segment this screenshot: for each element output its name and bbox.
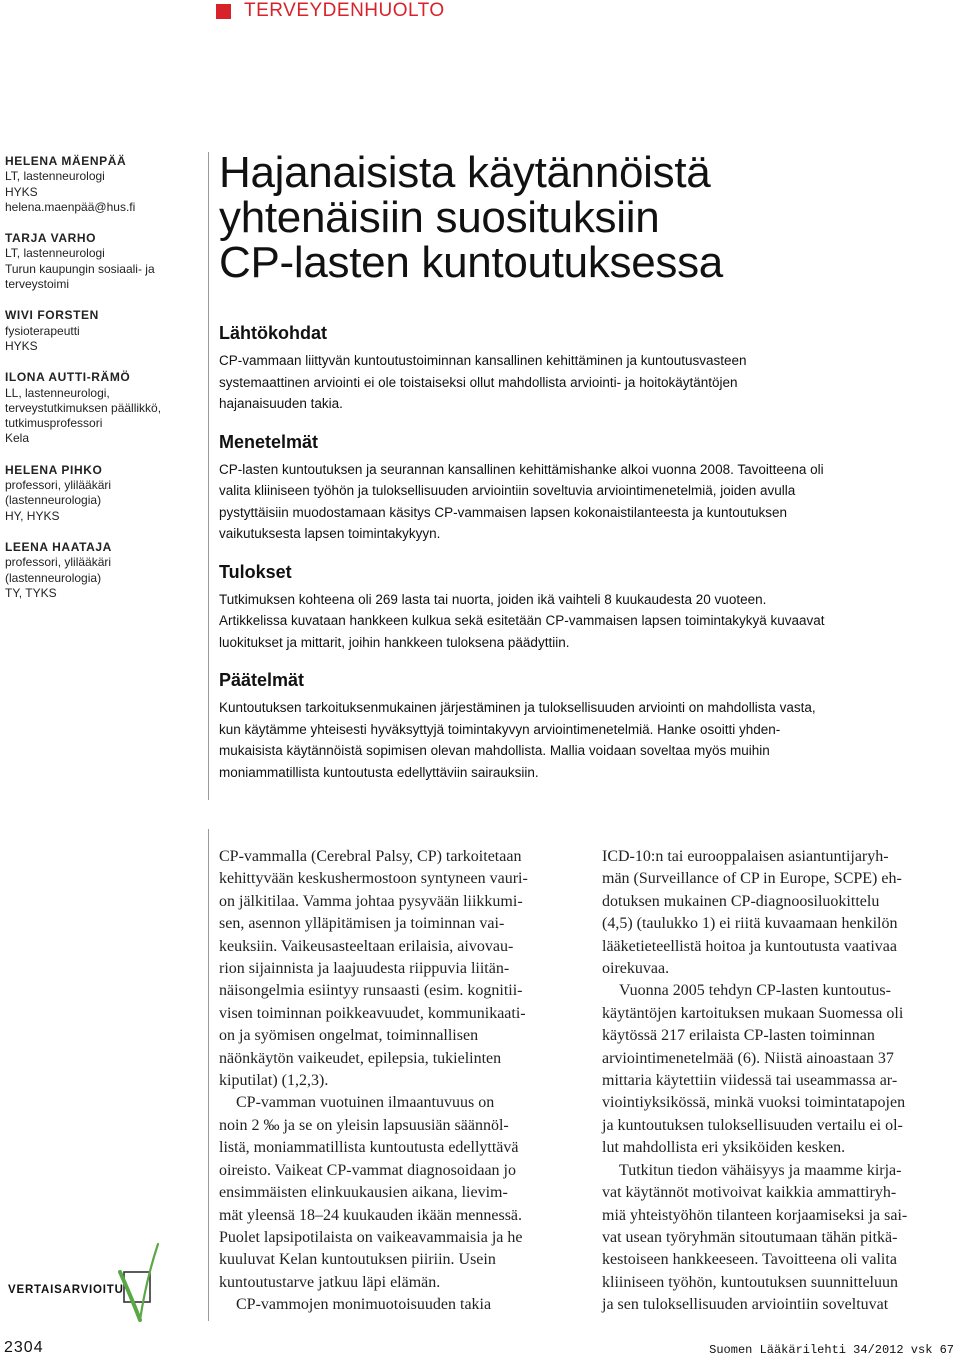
body-text-line: kehittyvään keskushermostoon syntyneen vauri- [219, 870, 528, 888]
author-name: ILONA AUTTI-RÄMÖ [5, 370, 131, 385]
body-text-line: vat käytännöt motivoivat kaikkia ammattiryh- [602, 1184, 897, 1202]
author-affiliation-line: (lastenneurologia) [5, 570, 102, 585]
title-line: yhtenäisiin suosituksiin [219, 193, 660, 242]
body-text-line: CP-vamman vuotuinen ilmaantuvuus on [236, 1094, 495, 1112]
body-text-line: (4,5) (taulukko 1) ei riitä kuvaamaan henkilön [602, 915, 898, 933]
abstract-line: Kuntoutuksen tarkoituksenmukainen järjestäminen ja tuloksellisuuden arviointi on mahdollista vasta, [219, 700, 816, 715]
abstract-line: CP-vammaan liittyvän kuntoutustoiminnan kansallinen kehittäminen ja kuntoutusvasteen [219, 353, 747, 368]
body-text-line: noin 2 ‰ ja se on yleisin lapsuusiän säännöl- [219, 1116, 509, 1134]
body-text-line: kuntoutustarve jatkuu läpi elämän. [219, 1273, 441, 1291]
body-text-line: viointiyksikössä, minkä vuoksi toimintatapojen [602, 1094, 906, 1112]
author-affiliation-line: LT, lastenneurologi [5, 246, 105, 261]
body-text-line: vat usean työryhmän sitoutumaan tähän pitkä- [602, 1228, 898, 1246]
abstract-line: valita kliiniseen työhön ja tuloksellisuuden arviointiin soveltuvia arviointimenetelmiä, joiden avulla [219, 483, 796, 498]
body-text-line: oirekuvaa. [602, 960, 670, 978]
column-divider [208, 152, 209, 800]
author-affiliation-line: LT, lastenneurologi [5, 169, 105, 184]
body-text-line: kliiniseen työhön, kuntoutuksen suunnitteluun [602, 1273, 898, 1291]
author-affiliation-line: HYKS [5, 184, 38, 199]
title-line: Hajanaisista käytännöistä [219, 148, 711, 197]
author-name: WIVI FORSTEN [5, 308, 99, 323]
author-list [5, 154, 200, 617]
body-text-line: visen toiminnan poikkeavuudet, kommunikaati- [219, 1004, 526, 1022]
section-label: TERVEYDENHUOLTO [244, 0, 445, 21]
author-affiliation-line: LL, lastenneurologi, [5, 385, 110, 400]
body-text-line: CP-vammojen monimuotoisuuden takia [236, 1296, 492, 1314]
author-affiliation-line: HYKS [5, 338, 38, 353]
abstract-line: moniammatillista kuntoutusta edellyttäviin sairauksiin. [219, 764, 539, 780]
body-text-line: arviointimenetelmää (6). Niistä ainoastaan 37 [602, 1049, 894, 1067]
author-affiliation-line: helena.maenpää@hus.fi [5, 199, 136, 214]
abstract-heading: Päätelmät [219, 670, 305, 690]
abstract-line: CP-lasten kuntoutuksen ja seurannan kansallinen kehittämishanke alkoi vuonna 2008. Tavoitteena oli [219, 461, 824, 477]
body-column-right [602, 846, 958, 1317]
author-block [5, 370, 200, 446]
abstract-line: kun käytämme yhteisesti hyväksyttyjä toimintakyvyn arviointimenetelmiä. Hanke osoitti yhden- [219, 721, 781, 737]
author-affiliation-line: TY, TYKS [5, 585, 57, 600]
section-marker-square [216, 4, 231, 19]
column-divider [208, 829, 209, 1321]
author-name: HELENA MÄENPÄÄ [5, 154, 127, 168]
abstract-section [219, 322, 955, 415]
body-text-line: miä yhteistyöhön tilanteen korjaamiseksi ja sai- [602, 1206, 908, 1224]
abstract-line: Tutkimuksen kohteena oli 269 lasta tai nuorta, joiden ikä vaihteli 8 kuukaudesta 20 vuoteen. [219, 591, 767, 607]
check-stroke [140, 1244, 158, 1320]
page-number: 2304 [4, 1339, 44, 1356]
abstract-line: pystyttäisiin muodostamaan käsitys CP-vammaisen lapsen kokonaistilanteesta ja kuntoutuksen [219, 504, 788, 520]
body-text-line: näisongelmia esiintyy runsaasti (esim. kognitii- [219, 982, 523, 1000]
abstract-line: vaikutuksesta lapsen toimintakykyyn. [219, 526, 441, 541]
body-text-line: ja kuntoutuksen tuloksellisuuden vertailu ei ol- [602, 1116, 903, 1134]
body-text-line: näönkäytön vaikeudet, epilepsia, tukielinten [219, 1049, 502, 1067]
body-text-line: on jälkitilaa. Vamma johtaa pysyvään liikkumi- [219, 892, 523, 910]
author-name: HELENA PIHKO [5, 462, 103, 477]
body-text-line: listä, moniammatillista kuntoutusta edellyttävä [219, 1139, 519, 1157]
author-block [5, 154, 200, 215]
author-affiliation-line: terveystutkimuksen päällikkö, [5, 400, 162, 415]
abstract-line: Artikkelissa kuvataan hankkeen kulkua sekä esitetään CP-vammaisen lapsen toimintakykyä kuvaavat [219, 613, 825, 628]
body-text-line: ensimmäisten elinkuukausien aikana, lievim- [219, 1184, 508, 1202]
author-affiliation-line: HY, HYKS [5, 508, 60, 523]
author-affiliation-line: Kela [5, 431, 30, 446]
body-text-line: Vuonna 2005 tehdyn CP-lasten kuntoutus- [619, 982, 891, 1000]
abstract-heading: Menetelmät [219, 431, 319, 452]
body-text-line: oireisto. Vaikeat CP-vammat diagnosoidaan jo [219, 1161, 516, 1179]
body-text-line: dotuksen mukainen CP-diagnoosiluokittelu [602, 892, 880, 910]
body-text-line: Puolet lapsipotilaista on vaikeavammaisia ja he [219, 1228, 523, 1246]
body-text-line: mittaria käytettiin viidessä tai useammassa ar- [602, 1072, 898, 1090]
article-title [219, 150, 919, 285]
author-block [5, 231, 200, 292]
body-text-line: kuuluvat Kelan kuntoutuksen piiriin. Usein [219, 1251, 496, 1269]
author-affiliation-line: professori, ylilääkäri [5, 555, 112, 570]
abstract-line: mukaisista käytännöistä sopimisen olevan mahdollista. Mallia voidaan soveltaa myös muihin [219, 743, 770, 758]
body-text-line: män (Surveillance of CP in Europe, SCPE) eh- [602, 870, 902, 888]
check-stroke [120, 1272, 140, 1320]
peer-reviewed-label: VERTAISARVIOITU [8, 1284, 124, 1296]
author-name: LEENA HAATAJA [5, 539, 112, 554]
body-text-line: käytäntöjen kartoituksen mukaan Suomessa oli [602, 1004, 904, 1022]
abstract-section [219, 431, 955, 545]
body-text-line: lääketieteellistä hoitoa ja kuntoutusta vaativaa [602, 937, 897, 955]
author-affiliation-line: fysioterapeutti [5, 323, 80, 338]
author-block [5, 463, 200, 524]
abstract-heading: Lähtökohdat [219, 323, 327, 343]
journal-footer: Suomen Lääkärilehti 34/2012 vsk 67 [709, 1343, 954, 1357]
abstract-heading: Tulokset [219, 561, 292, 582]
author-block [5, 308, 200, 354]
body-text-line: kestoiseen hankkeeseen. Tavoitteena oli valita [602, 1251, 897, 1269]
body-text-line: kiputilat) (1,2,3). [219, 1072, 329, 1090]
body-text-line: ICD-10:n tai eurooppalaisen asiantuntijaryh- [602, 848, 889, 865]
abstract [219, 322, 955, 799]
abstract-line: systemaattinen arviointi ei ole toistaiseksi ollut mahdollista arviointi- ja hoitokäytäntöjen [219, 374, 738, 390]
body-text-line: CP-vammalla (Cerebral Palsy, CP) tarkoitetaan [219, 848, 522, 865]
body-text-line: Tutkitun tiedon vähäisyys ja maamme kirja- [619, 1161, 902, 1179]
author-affiliation-line: tutkimusprofessori [5, 416, 103, 431]
body-text-line: ja sen tuloksellisuuden arviointiin soveltuvat [602, 1296, 889, 1314]
author-affiliation-line: professori, ylilääkäri [5, 478, 112, 493]
title-line: CP-lasten kuntoutuksessa [219, 238, 723, 287]
abstract-line: hajanaisuuden takia. [219, 396, 343, 411]
author-block [5, 540, 200, 601]
body-text-line: mät yleensä 18–24 kuukauden ikään mennessä. [219, 1206, 523, 1224]
body-text-line: rion sijainnista ja laajuudesta riippuvia liitän- [219, 960, 510, 978]
body-column-left [219, 846, 575, 1317]
body-text-line: keuksiin. Vaikeusasteeltaan erilaisia, aivovau- [219, 937, 514, 955]
abstract-section [219, 669, 955, 783]
body-text-line: lut mahdollista eri yksiköiden kesken. [602, 1139, 846, 1157]
body-text-line: käytössä 217 erilaista CP-lasten toiminnan [602, 1027, 875, 1045]
body-text-line: on ja syömisen ongelmat, toiminnallisen [219, 1027, 479, 1045]
author-affiliation-line: terveystoimi [5, 277, 70, 292]
author-name: TARJA VARHO [5, 231, 97, 246]
peer-review-checkbox-icon [118, 1242, 168, 1322]
abstract-line: luokitukset ja mittarit, joihin hankkeen tuloksena päädyttiin. [219, 634, 570, 650]
abstract-section [219, 561, 955, 654]
body-text-line: sen, asennon ylläpitämisen ja toiminnan vai- [219, 915, 505, 933]
author-affiliation-line: (lastenneurologia) [5, 493, 102, 508]
author-affiliation-line: Turun kaupungin sosiaali- ja [5, 261, 155, 276]
